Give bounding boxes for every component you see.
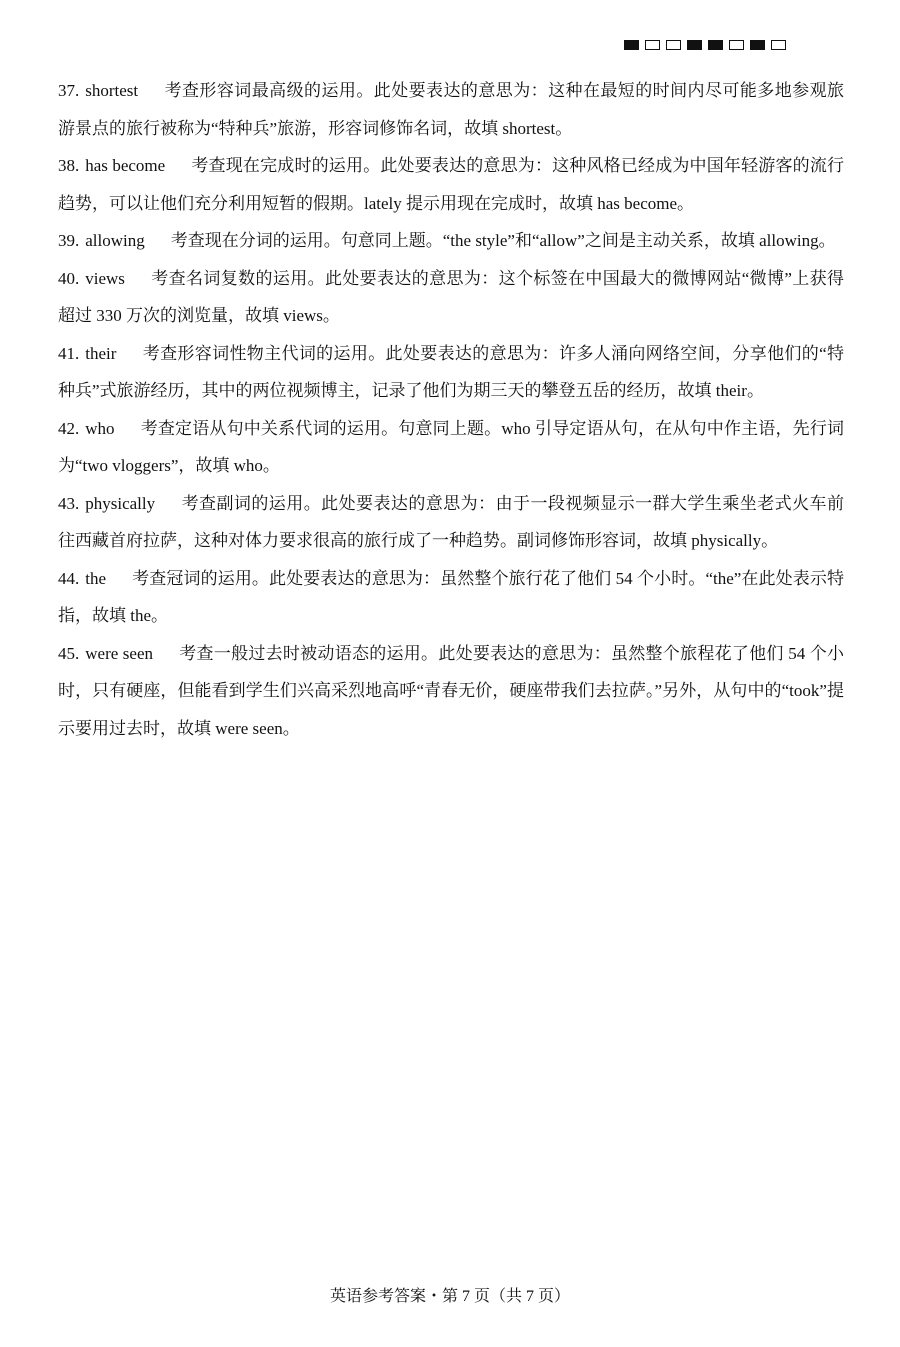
answer-word: who — [85, 418, 115, 438]
question-number: 37. — [58, 81, 80, 100]
explanation-text: 考查形容词最高级的运用。此处要表达的意思为：这种在最短的时间内尽可能多地参观旅游景点的旅行被称为“特种兵”旅游，形容词修饰名词，故填 shortest。 — [58, 81, 844, 138]
answer-word: shortest — [85, 81, 139, 100]
answer-item-39 — [58, 222, 844, 260]
answer-item-45 — [58, 635, 844, 748]
question-number: 40. — [58, 268, 80, 288]
answer-item-41 — [58, 335, 844, 410]
marker-box — [624, 40, 639, 50]
explanation-text: 考查现在分词的运用。句意同上题。“the style”和“allow”之间是主动关系，故填 allowing。 — [170, 231, 836, 250]
explanation-text: 考查定语从句中关系代词的运用。句意同上题。who 引导定语从句，在从句中作主语，先行词为“two vloggers”，故填 who。 — [58, 418, 844, 475]
explanation-text: 考查副词的运用。此处要表达的意思为：由于一段视频显示一群大学生乘坐老式火车前往西藏首府拉萨，这种对体力要求很高的旅行成了一种趋势。副词修饰形容词，故填 physically。 — [58, 493, 844, 550]
answer-word: has become — [85, 156, 166, 175]
marker-box — [708, 40, 723, 50]
answer-word: allowing — [85, 231, 145, 250]
question-number: 41. — [58, 343, 80, 363]
answer-item-44 — [58, 560, 844, 635]
header-marker-strip — [624, 40, 786, 50]
explanation-text: 考查名词复数的运用。此处要表达的意思为：这个标签在中国最大的微博网站“微博”上获得超过 330 万次的浏览量，故填 views。 — [58, 268, 844, 325]
marker-box — [687, 40, 702, 50]
question-number: 45. — [58, 643, 80, 663]
page-footer: 英语参考答案・第 7 页（共 7 页） — [329, 1288, 570, 1305]
marker-box — [771, 40, 786, 50]
answer-item-42 — [58, 410, 844, 485]
question-number: 39. — [58, 231, 80, 250]
explanation-text: 考查现在完成时的运用。此处要表达的意思为：这种风格已经成为中国年轻游客的流行趋势，可以让他们充分利用短暂的假期。lately 提示用现在完成时，故填 has become。 — [58, 156, 844, 213]
question-number: 42. — [58, 418, 80, 438]
marker-box — [666, 40, 681, 50]
explanation-text: 考查一般过去时被动语态的运用。此处要表达的意思为：虽然整个旅程花了他们 54 个小时，只有硬座，但能看到学生们兴高采烈地高呼“青春无价，硬座带我们去拉萨。”另外，从句中的“took”提示要用过去时，故填 were seen。 — [58, 643, 844, 738]
answer-item-37 — [58, 72, 844, 147]
question-number: 38. — [58, 156, 80, 175]
answer-list — [58, 72, 844, 747]
explanation-text: 考查冠词的运用。此处要表达的意思为：虽然整个旅行花了他们 54 个小时。“the”在此处表示特指，故填 the。 — [58, 568, 844, 625]
answer-item-40 — [58, 260, 844, 335]
marker-box — [729, 40, 744, 50]
question-number: 43. — [58, 493, 80, 513]
answer-word: their — [85, 343, 117, 363]
answer-word: physically — [85, 493, 156, 513]
question-number: 44. — [58, 568, 80, 588]
answer-item-43 — [58, 485, 844, 560]
marker-box — [645, 40, 660, 50]
answer-word: were seen — [85, 643, 154, 663]
answer-item-38 — [58, 147, 844, 222]
answer-word: views — [85, 268, 125, 288]
marker-box — [750, 40, 765, 50]
answer-word: the — [85, 568, 107, 588]
explanation-text: 考查形容词性物主代词的运用。此处要表达的意思为：许多人涌向网络空间，分享他们的“特种兵”式旅游经历，其中的两位视频博主，记录了他们为期三天的攀登五岳的经历，故填 their。 — [58, 343, 844, 400]
